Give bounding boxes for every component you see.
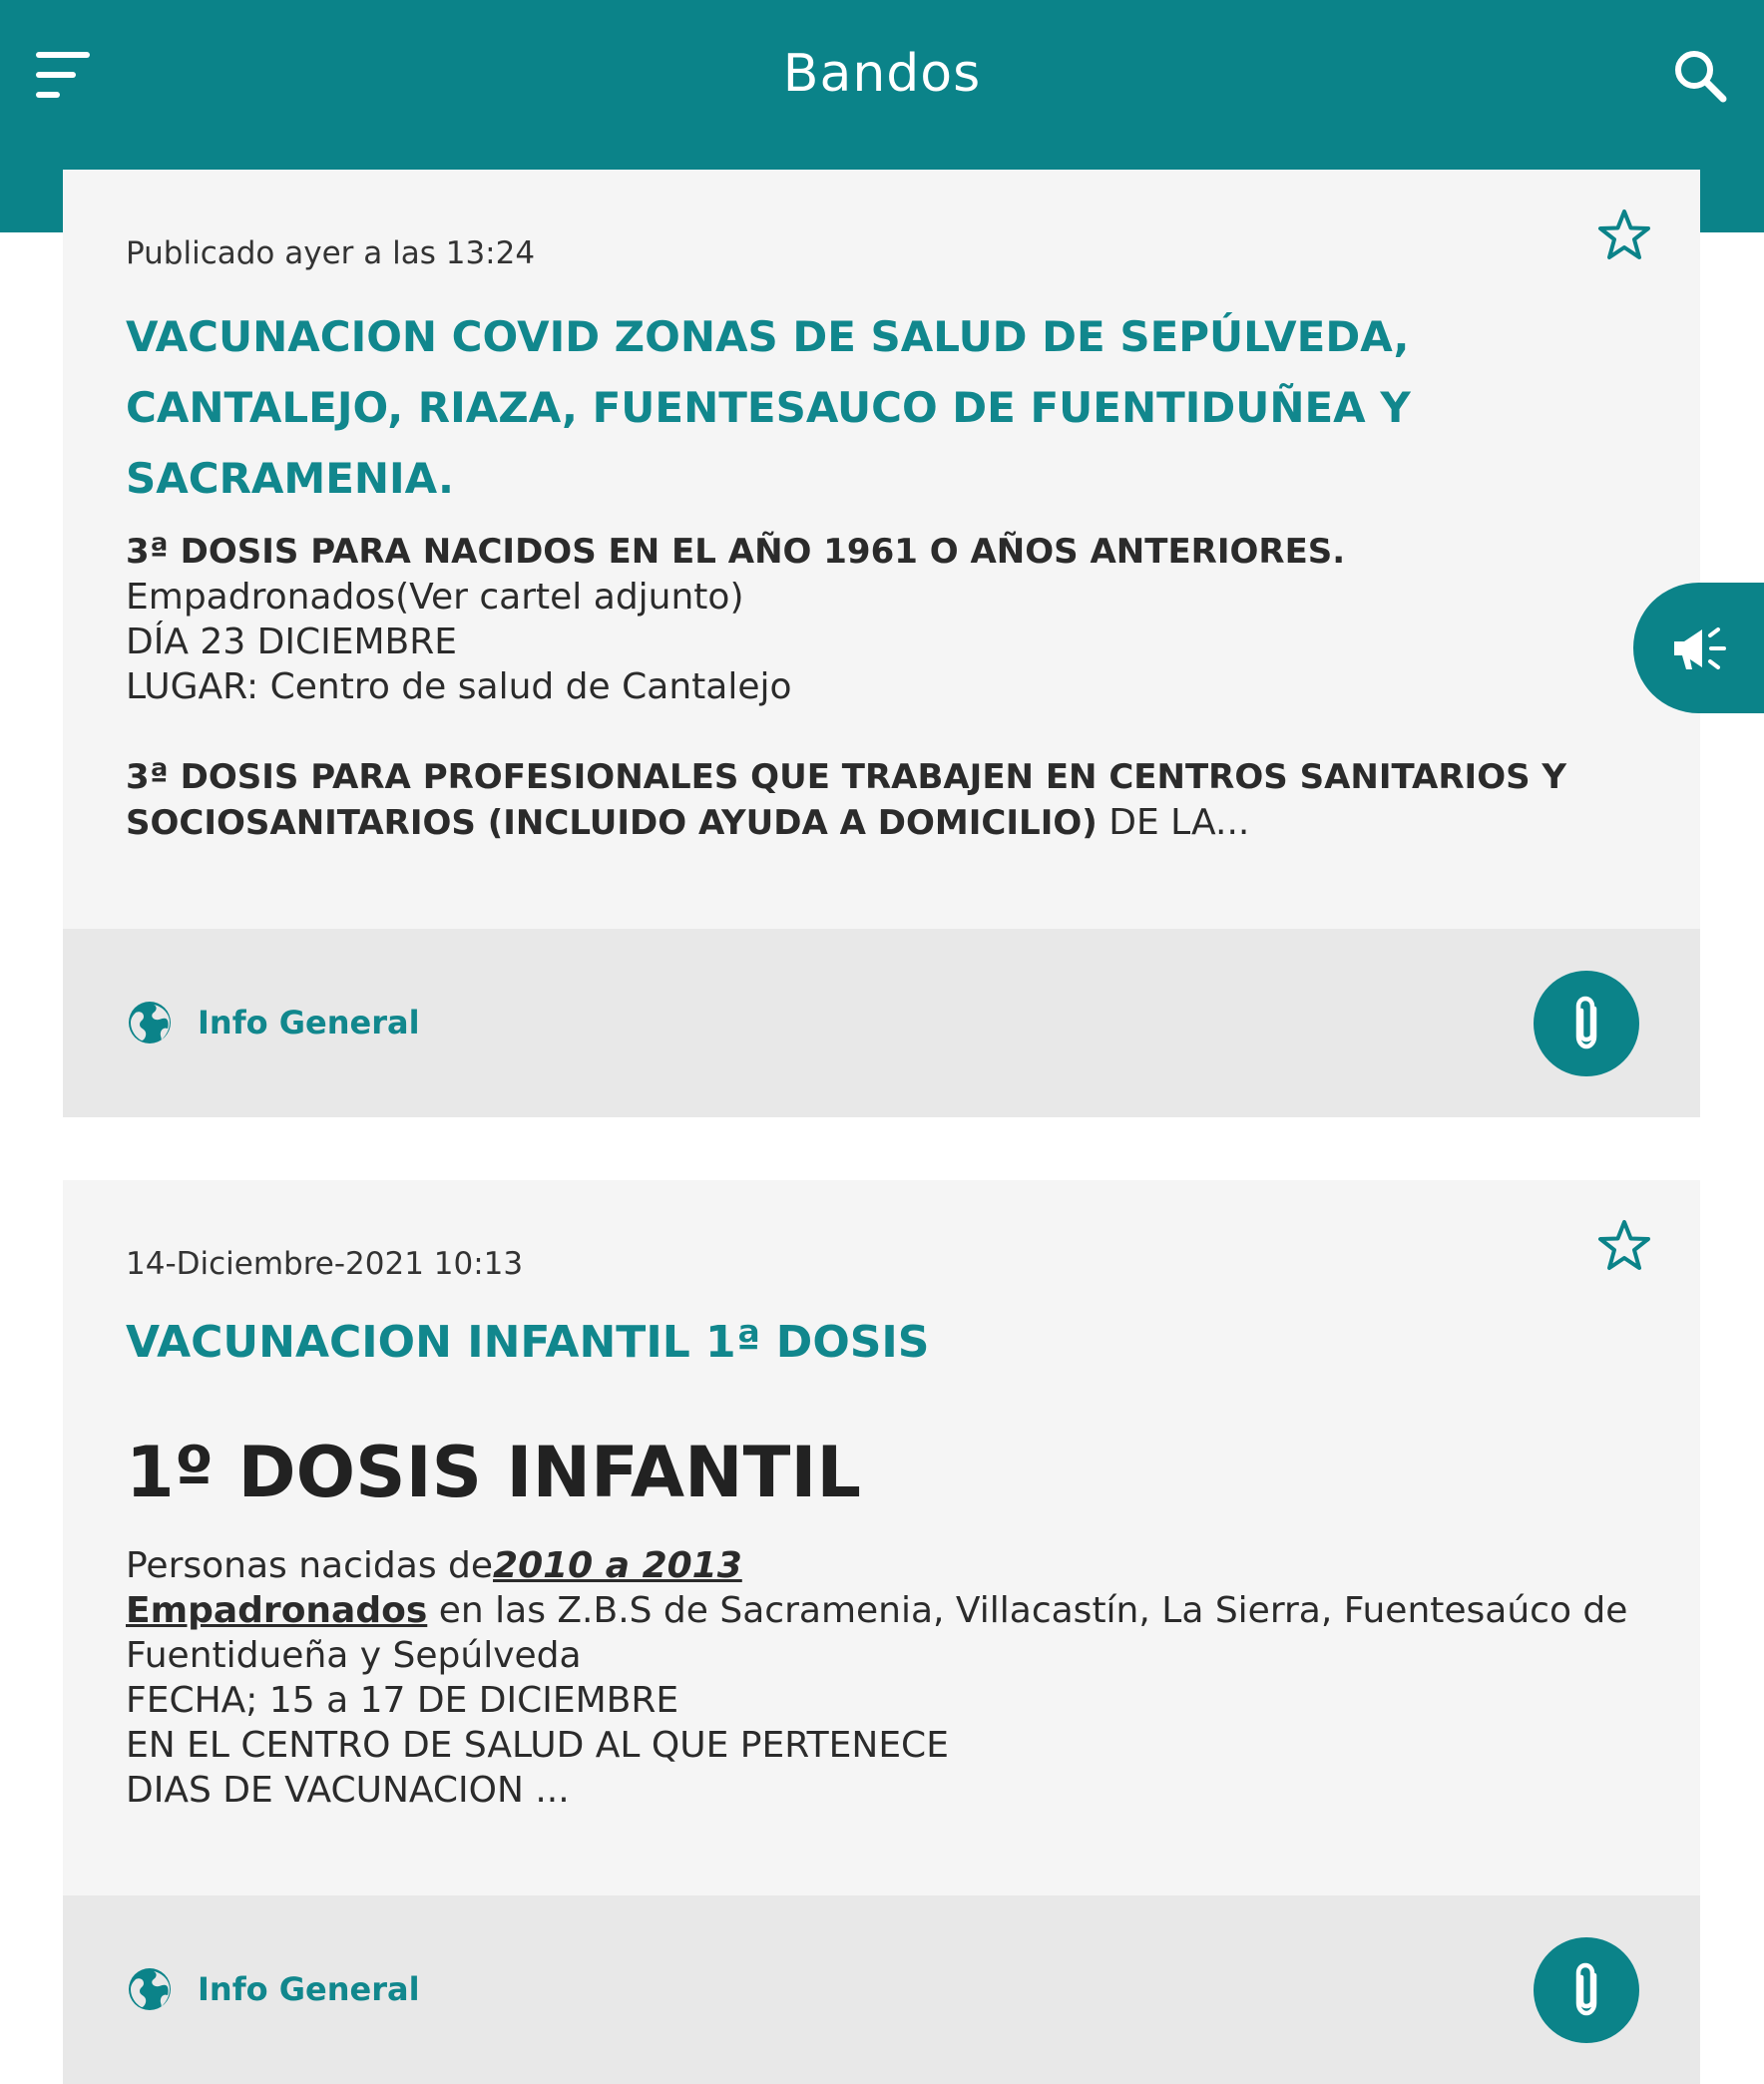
excerpt-paragraph xyxy=(126,754,1642,846)
paperclip-icon xyxy=(1566,1959,1606,2021)
megaphone-icon xyxy=(1670,624,1728,673)
favorite-button[interactable] xyxy=(1596,208,1652,263)
excerpt-line: EN EL CENTRO DE SALUD AL QUE PERTENECE xyxy=(126,1725,949,1766)
excerpt-line: FECHA; 15 a 17 DE DICIEMBRE xyxy=(126,1680,679,1721)
search-icon xyxy=(1672,48,1728,104)
category-link[interactable] xyxy=(126,999,420,1046)
attachment-button[interactable] xyxy=(1534,971,1639,1076)
post-card[interactable] xyxy=(63,170,1700,1117)
category-link[interactable] xyxy=(126,1965,420,2013)
excerpt-line: DIAS DE VACUNACION ... xyxy=(126,1770,570,1811)
excerpt-line: LUGAR: Centro de salud de Cantalejo xyxy=(126,666,792,707)
paperclip-icon xyxy=(1566,993,1606,1054)
post-footer xyxy=(63,929,1700,1117)
excerpt-emphasis: 2010 a 2013 xyxy=(493,1545,742,1586)
post-excerpt xyxy=(126,1428,1642,1813)
excerpt-paragraph xyxy=(126,1588,1642,1678)
excerpt-line: DÍA 23 DICIEMBRE xyxy=(126,622,458,662)
excerpt-text: Personas nacidas de xyxy=(126,1545,494,1586)
post-card-body[interactable] xyxy=(63,1180,1700,1895)
spacer xyxy=(126,709,1642,754)
excerpt-text: Empadronados(Ver cartel adjunto) xyxy=(126,577,744,618)
search-button[interactable] xyxy=(1672,48,1728,104)
excerpt-bold-text: 3ª DOSIS PARA NACIDOS EN EL AÑO 1961 O AÑOS ANTERIORES. xyxy=(126,532,1346,572)
star-outline-icon xyxy=(1596,208,1652,263)
category-label: Info General xyxy=(198,1970,420,2008)
post-date: 14-Diciembre-2021 10:13 xyxy=(126,1246,524,1282)
category-label: Info General xyxy=(198,1004,420,1042)
excerpt-heading: 1º DOSIS INFANTIL xyxy=(126,1432,861,1513)
excerpt-text: DE LA... xyxy=(1097,802,1250,843)
post-excerpt xyxy=(126,529,1642,846)
post-title[interactable]: VACUNACION COVID ZONAS DE SALUD DE SEPÚLVEDA, CANTALEJO, RIAZA, FUENTESAUCO DE FUENTIDUÑEA Y SACRAMENIA. xyxy=(126,312,1411,503)
post-card-body[interactable] xyxy=(63,170,1700,929)
globe-icon xyxy=(126,999,174,1046)
post-card[interactable] xyxy=(63,1180,1700,2008)
excerpt-paragraph xyxy=(126,529,1642,620)
attachment-button[interactable] xyxy=(1534,1937,1639,2043)
excerpt-text: en las Z.B.S de Sacramenia, Villacastín, La Sierra, Fuentesaúco de Fuentidueña y Sepúlveda xyxy=(126,1590,1628,1676)
star-outline-icon xyxy=(1596,1218,1652,1274)
globe-icon xyxy=(126,1965,174,2013)
post-date: Publicado ayer a las 13:24 xyxy=(126,235,536,271)
excerpt-bold-text: 3ª DOSIS PARA PROFESIONALES QUE TRABAJEN EN CENTROS SANITARIOS Y SOCIOSANITARIOS (INCLUIDO AYUDA A DOMICILIO) xyxy=(126,757,1567,843)
post-footer xyxy=(63,1895,1700,2084)
excerpt-emphasis: Empadronados xyxy=(126,1590,428,1631)
post-title[interactable]: VACUNACION INFANTIL 1ª DOSIS xyxy=(126,1317,930,1368)
excerpt-paragraph xyxy=(126,1543,1642,1588)
favorite-button[interactable] xyxy=(1596,1218,1652,1274)
page-title: Bandos xyxy=(782,44,982,104)
announcements-tab[interactable] xyxy=(1633,583,1764,713)
